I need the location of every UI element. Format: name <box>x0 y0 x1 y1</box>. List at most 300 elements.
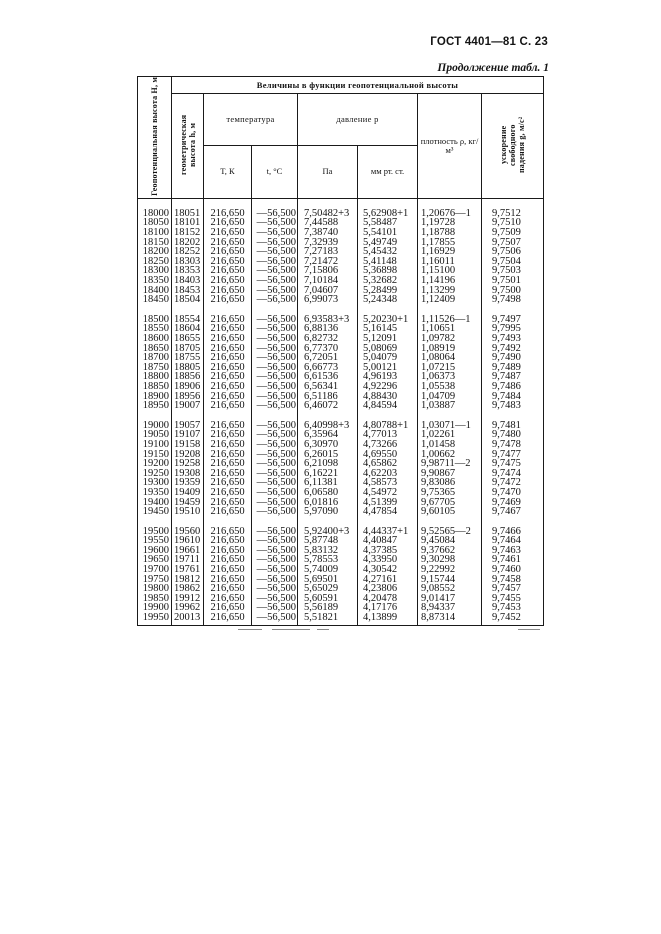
cell-gravity: 9,7492 <box>482 344 544 354</box>
table-row <box>138 440 544 450</box>
table-row <box>138 295 544 305</box>
cell-gravity: 9,7475 <box>482 459 544 469</box>
cell-gravity: 9,7486 <box>482 382 544 392</box>
cell-pressure-mmhg: 5,28499 <box>358 286 418 296</box>
cell-temperature-k: 216,650 <box>204 555 252 565</box>
table-row <box>138 603 544 613</box>
cell-pressure-pa: 7,04607 <box>298 286 358 296</box>
table-row <box>138 286 544 296</box>
cell-pressure-pa: 6,01816 <box>298 498 358 508</box>
header-geometric-height <box>172 94 204 199</box>
cell-geopotential-height: 19650 <box>138 555 172 565</box>
cell-temperature-k: 216,650 <box>204 372 252 382</box>
cell-geometric-height: 18604 <box>172 324 204 334</box>
cell-gravity: 9,7460 <box>482 565 544 575</box>
cell-temperature-c: —56,500 <box>252 228 298 238</box>
cell-pressure-pa: 6,66773 <box>298 363 358 373</box>
cell-pressure-mmhg: 4,33950 <box>358 555 418 565</box>
cell-geometric-height: 18152 <box>172 228 204 238</box>
cell-pressure-pa: 5,92400+3 <box>298 527 358 537</box>
scan-artifact-dash <box>317 629 329 630</box>
cell-pressure-pa: 6,16221 <box>298 469 358 479</box>
cell-temperature-c: —56,500 <box>252 276 298 286</box>
cell-pressure-mmhg: 5,58487 <box>358 218 418 228</box>
cell-geopotential-height: 19700 <box>138 565 172 575</box>
table-row <box>138 536 544 546</box>
table-row <box>138 575 544 585</box>
table-row <box>138 421 544 431</box>
cell-temperature-k: 216,650 <box>204 363 252 373</box>
spacer-cell <box>358 517 418 527</box>
cell-geometric-height: 19308 <box>172 469 204 479</box>
scan-artifact-dash <box>518 629 540 630</box>
cell-geometric-height: 18252 <box>172 247 204 257</box>
table-row <box>138 324 544 334</box>
bottom-cell <box>418 623 482 626</box>
cell-temperature-k: 216,650 <box>204 276 252 286</box>
table-row <box>138 198 544 218</box>
cell-geometric-height: 18956 <box>172 392 204 402</box>
cell-gravity: 9,7458 <box>482 575 544 585</box>
cell-geometric-height: 18353 <box>172 266 204 276</box>
cell-temperature-c: —56,500 <box>252 382 298 392</box>
cell-geometric-height: 18051 <box>172 198 204 218</box>
table-row <box>138 546 544 556</box>
cell-pressure-pa: 5,74009 <box>298 565 358 575</box>
cell-density: 1,12409 <box>418 295 482 305</box>
table-row <box>138 527 544 537</box>
cell-pressure-pa: 6,26015 <box>298 450 358 460</box>
header-gravity-text: ускорение свободного падения g, м/с² <box>499 116 526 174</box>
cell-temperature-c: —56,500 <box>252 507 298 517</box>
cell-geopotential-height: 18550 <box>138 324 172 334</box>
cell-pressure-pa: 6,82732 <box>298 334 358 344</box>
cell-geometric-height: 19409 <box>172 488 204 498</box>
bottom-cell <box>298 623 358 626</box>
cell-geopotential-height: 19850 <box>138 594 172 604</box>
cell-geopotential-height: 19100 <box>138 440 172 450</box>
cell-geometric-height: 18906 <box>172 382 204 392</box>
cell-temperature-k: 216,650 <box>204 507 252 517</box>
cell-gravity: 9,7464 <box>482 536 544 546</box>
table-row <box>138 478 544 488</box>
cell-geopotential-height: 18300 <box>138 266 172 276</box>
cell-geometric-height: 18403 <box>172 276 204 286</box>
spacer-cell <box>138 411 172 421</box>
cell-geopotential-height: 19600 <box>138 546 172 556</box>
cell-temperature-c: —56,500 <box>252 372 298 382</box>
cell-temperature-k: 216,650 <box>204 536 252 546</box>
cell-pressure-pa: 6,56341 <box>298 382 358 392</box>
cell-density: 9,45084 <box>418 536 482 546</box>
cell-density: 1,08064 <box>418 353 482 363</box>
cell-temperature-k: 216,650 <box>204 238 252 248</box>
cell-temperature-k: 216,650 <box>204 286 252 296</box>
cell-temperature-c: —56,500 <box>252 459 298 469</box>
cell-pressure-mmhg: 5,12091 <box>358 334 418 344</box>
table-row <box>138 363 544 373</box>
cell-geometric-height: 19208 <box>172 450 204 460</box>
table-row <box>138 430 544 440</box>
cell-pressure-mmhg: 5,54101 <box>358 228 418 238</box>
cell-temperature-c: —56,500 <box>252 344 298 354</box>
cell-gravity: 9,7457 <box>482 584 544 594</box>
table-row <box>138 507 544 517</box>
cell-density: 1,06373 <box>418 372 482 382</box>
table-row <box>138 247 544 257</box>
cell-geopotential-height: 19800 <box>138 584 172 594</box>
cell-temperature-c: —56,500 <box>252 401 298 411</box>
cell-density: 1,01458 <box>418 440 482 450</box>
cell-temperature-k: 216,650 <box>204 459 252 469</box>
cell-temperature-k: 216,650 <box>204 603 252 613</box>
cell-temperature-c: —56,500 <box>252 198 298 218</box>
cell-pressure-pa: 7,10184 <box>298 276 358 286</box>
bottom-cell <box>358 623 418 626</box>
cell-temperature-c: —56,500 <box>252 469 298 479</box>
cell-temperature-k: 216,650 <box>204 295 252 305</box>
cell-gravity: 9,7510 <box>482 218 544 228</box>
cell-temperature-c: —56,500 <box>252 498 298 508</box>
table-bottom-border <box>138 623 544 626</box>
cell-pressure-mmhg: 4,92296 <box>358 382 418 392</box>
cell-gravity: 9,7453 <box>482 603 544 613</box>
cell-geometric-height: 18805 <box>172 363 204 373</box>
cell-pressure-mmhg: 4,20478 <box>358 594 418 604</box>
cell-temperature-c: —56,500 <box>252 353 298 363</box>
cell-pressure-pa: 7,21472 <box>298 257 358 267</box>
cell-pressure-mmhg: 4,44337+1 <box>358 527 418 537</box>
cell-geometric-height: 19560 <box>172 527 204 537</box>
spacer-cell <box>204 411 252 421</box>
cell-density: 8,87314 <box>418 613 482 623</box>
table-row <box>138 450 544 460</box>
cell-pressure-mmhg: 5,41148 <box>358 257 418 267</box>
cell-pressure-mmhg: 5,32682 <box>358 276 418 286</box>
spacer-cell <box>482 517 544 527</box>
cell-temperature-k: 216,650 <box>204 257 252 267</box>
cell-pressure-pa: 5,65029 <box>298 584 358 594</box>
cell-temperature-k: 216,650 <box>204 401 252 411</box>
cell-geopotential-height: 19250 <box>138 469 172 479</box>
cell-pressure-mmhg: 5,04079 <box>358 353 418 363</box>
cell-density: 9,22992 <box>418 565 482 575</box>
table-row <box>138 257 544 267</box>
cell-pressure-pa: 5,69501 <box>298 575 358 585</box>
cell-density: 9,52565—2 <box>418 527 482 537</box>
cell-density: 9,83086 <box>418 478 482 488</box>
cell-density: 1,00662 <box>418 450 482 460</box>
table-row <box>138 266 544 276</box>
cell-pressure-mmhg: 4,23806 <box>358 584 418 594</box>
spacer-cell <box>418 517 482 527</box>
cell-pressure-mmhg: 5,49749 <box>358 238 418 248</box>
cell-density: 9,60105 <box>418 507 482 517</box>
spacer-cell <box>172 517 204 527</box>
cell-density: 1,19728 <box>418 218 482 228</box>
cell-density: 1,07215 <box>418 363 482 373</box>
cell-temperature-k: 216,650 <box>204 353 252 363</box>
table-row <box>138 613 544 623</box>
cell-gravity: 9,7507 <box>482 238 544 248</box>
cell-temperature-k: 216,650 <box>204 527 252 537</box>
table-row <box>138 276 544 286</box>
table-row <box>138 469 544 479</box>
cell-geopotential-height: 18400 <box>138 286 172 296</box>
cell-geometric-height: 18655 <box>172 334 204 344</box>
bottom-cell <box>138 623 172 626</box>
cell-geometric-height: 19007 <box>172 401 204 411</box>
cell-pressure-pa: 6,93583+3 <box>298 315 358 325</box>
cell-pressure-mmhg: 4,84594 <box>358 401 418 411</box>
cell-geometric-height: 18101 <box>172 218 204 228</box>
cell-pressure-mmhg: 5,00121 <box>358 363 418 373</box>
cell-geometric-height: 19761 <box>172 565 204 575</box>
cell-pressure-mmhg: 4,27161 <box>358 575 418 585</box>
cell-gravity: 9,7500 <box>482 286 544 296</box>
cell-geopotential-height: 18000 <box>138 198 172 218</box>
cell-density: 1,17855 <box>418 238 482 248</box>
table-continuation-label: Продолжение табл. 1 <box>437 62 549 74</box>
cell-temperature-c: —56,500 <box>252 238 298 248</box>
spacer-cell <box>252 411 298 421</box>
header-temperature: температура <box>204 94 298 146</box>
cell-gravity: 9,7506 <box>482 247 544 257</box>
cell-gravity: 9,7455 <box>482 594 544 604</box>
cell-temperature-c: —56,500 <box>252 286 298 296</box>
cell-pressure-pa: 5,83132 <box>298 546 358 556</box>
cell-geopotential-height: 19300 <box>138 478 172 488</box>
cell-temperature-c: —56,500 <box>252 575 298 585</box>
cell-gravity: 9,7466 <box>482 527 544 537</box>
cell-pressure-pa: 7,44588 <box>298 218 358 228</box>
spacer-cell <box>358 305 418 315</box>
cell-density: 1,03887 <box>418 401 482 411</box>
cell-temperature-k: 216,650 <box>204 469 252 479</box>
cell-temperature-k: 216,650 <box>204 613 252 623</box>
cell-pressure-mmhg: 4,30542 <box>358 565 418 575</box>
cell-pressure-pa: 6,35964 <box>298 430 358 440</box>
cell-temperature-k: 216,650 <box>204 565 252 575</box>
cell-temperature-c: —56,500 <box>252 440 298 450</box>
cell-geopotential-height: 18050 <box>138 218 172 228</box>
cell-geopotential-height: 18100 <box>138 228 172 238</box>
cell-temperature-c: —56,500 <box>252 488 298 498</box>
header-pressure-pa: Па <box>298 145 358 198</box>
cell-temperature-k: 216,650 <box>204 584 252 594</box>
cell-temperature-c: —56,500 <box>252 363 298 373</box>
spacer-cell <box>252 517 298 527</box>
cell-pressure-mmhg: 5,36898 <box>358 266 418 276</box>
cell-geometric-height: 19510 <box>172 507 204 517</box>
cell-pressure-mmhg: 5,62908+1 <box>358 198 418 218</box>
cell-geopotential-height: 19450 <box>138 507 172 517</box>
cell-temperature-c: —56,500 <box>252 478 298 488</box>
cell-density: 1,16011 <box>418 257 482 267</box>
cell-geometric-height: 18554 <box>172 315 204 325</box>
cell-geopotential-height: 18500 <box>138 315 172 325</box>
cell-temperature-c: —56,500 <box>252 324 298 334</box>
cell-geopotential-height: 19500 <box>138 527 172 537</box>
cell-density: 1,15100 <box>418 266 482 276</box>
cell-geopotential-height: 19750 <box>138 575 172 585</box>
cell-temperature-c: —56,500 <box>252 555 298 565</box>
cell-temperature-k: 216,650 <box>204 575 252 585</box>
table-row <box>138 218 544 228</box>
cell-density: 1,13299 <box>418 286 482 296</box>
cell-pressure-mmhg: 5,24348 <box>358 295 418 305</box>
cell-temperature-c: —56,500 <box>252 584 298 594</box>
bottom-cell <box>204 623 252 626</box>
cell-temperature-k: 216,650 <box>204 440 252 450</box>
table-row <box>138 488 544 498</box>
cell-geometric-height: 19107 <box>172 430 204 440</box>
cell-pressure-pa: 7,27183 <box>298 247 358 257</box>
header-geopotential-height <box>138 77 172 199</box>
cell-density: 1,18788 <box>418 228 482 238</box>
cell-gravity: 9,7480 <box>482 430 544 440</box>
cell-density: 9,98711—2 <box>418 459 482 469</box>
table-body <box>138 198 544 625</box>
cell-temperature-k: 216,650 <box>204 218 252 228</box>
cell-geopotential-height: 19550 <box>138 536 172 546</box>
spacer-cell <box>298 517 358 527</box>
spacer-cell <box>252 305 298 315</box>
scan-artifact-dash <box>238 629 262 630</box>
cell-pressure-pa: 6,72051 <box>298 353 358 363</box>
page-header: ГОСТ 4401—81 С. 23 <box>430 36 548 48</box>
spacer-cell <box>418 411 482 421</box>
group-spacer <box>138 305 544 315</box>
cell-temperature-c: —56,500 <box>252 613 298 623</box>
cell-gravity: 9,7470 <box>482 488 544 498</box>
cell-gravity: 9,7489 <box>482 363 544 373</box>
cell-temperature-k: 216,650 <box>204 382 252 392</box>
spacer-cell <box>418 305 482 315</box>
cell-pressure-mmhg: 4,96193 <box>358 372 418 382</box>
cell-pressure-pa: 6,51186 <box>298 392 358 402</box>
standard-atmosphere-table <box>137 76 544 626</box>
cell-temperature-k: 216,650 <box>204 344 252 354</box>
header-pressure-mmhg: мм рт. ст. <box>358 145 418 198</box>
cell-temperature-c: —56,500 <box>252 430 298 440</box>
table-row <box>138 382 544 392</box>
cell-density: 1,10651 <box>418 324 482 334</box>
cell-pressure-mmhg: 5,45432 <box>358 247 418 257</box>
cell-gravity: 9,7461 <box>482 555 544 565</box>
cell-pressure-mmhg: 4,37385 <box>358 546 418 556</box>
cell-geometric-height: 18856 <box>172 372 204 382</box>
cell-pressure-mmhg: 4,88430 <box>358 392 418 402</box>
cell-gravity: 9,7484 <box>482 392 544 402</box>
cell-geopotential-height: 18150 <box>138 238 172 248</box>
cell-temperature-c: —56,500 <box>252 603 298 613</box>
cell-pressure-pa: 7,15806 <box>298 266 358 276</box>
table-row <box>138 565 544 575</box>
cell-pressure-mmhg: 4,77013 <box>358 430 418 440</box>
cell-pressure-pa: 5,87748 <box>298 536 358 546</box>
cell-temperature-k: 216,650 <box>204 334 252 344</box>
cell-geometric-height: 20013 <box>172 613 204 623</box>
cell-temperature-c: —56,500 <box>252 218 298 228</box>
cell-pressure-pa: 5,51821 <box>298 613 358 623</box>
cell-geometric-height: 19912 <box>172 594 204 604</box>
group-spacer <box>138 411 544 421</box>
cell-temperature-c: —56,500 <box>252 266 298 276</box>
cell-gravity: 9,7498 <box>482 295 544 305</box>
cell-temperature-k: 216,650 <box>204 594 252 604</box>
cell-pressure-pa: 6,99073 <box>298 295 358 305</box>
cell-temperature-c: —56,500 <box>252 450 298 460</box>
cell-density: 9,67705 <box>418 498 482 508</box>
cell-geopotential-height: 19900 <box>138 603 172 613</box>
cell-geopotential-height: 18800 <box>138 372 172 382</box>
spacer-cell <box>138 305 172 315</box>
cell-density: 9,90867 <box>418 469 482 479</box>
cell-gravity: 9,7483 <box>482 401 544 411</box>
cell-geopotential-height: 18700 <box>138 353 172 363</box>
cell-pressure-mmhg: 5,20230+1 <box>358 315 418 325</box>
cell-gravity: 9,7497 <box>482 315 544 325</box>
table-row <box>138 584 544 594</box>
cell-geometric-height: 19158 <box>172 440 204 450</box>
header-functions-title: Величины в функции геопотенциальной высоты <box>172 77 544 94</box>
bottom-cell <box>482 623 544 626</box>
cell-pressure-mmhg: 4,51399 <box>358 498 418 508</box>
spacer-cell <box>298 411 358 421</box>
cell-pressure-pa: 6,46072 <box>298 401 358 411</box>
table-row <box>138 315 544 325</box>
spacer-cell <box>358 411 418 421</box>
table-row <box>138 555 544 565</box>
cell-geopotential-height: 19950 <box>138 613 172 623</box>
cell-geometric-height: 19812 <box>172 575 204 585</box>
table-row <box>138 344 544 354</box>
cell-geometric-height: 19459 <box>172 498 204 508</box>
table-row <box>138 238 544 248</box>
cell-pressure-pa: 6,06580 <box>298 488 358 498</box>
table-row <box>138 459 544 469</box>
cell-density: 9,30298 <box>418 555 482 565</box>
bottom-cell <box>252 623 298 626</box>
cell-pressure-mmhg: 4,58573 <box>358 478 418 488</box>
header-temp-kelvin: T, К <box>204 145 252 198</box>
cell-temperature-k: 216,650 <box>204 488 252 498</box>
cell-geometric-height: 19359 <box>172 478 204 488</box>
spacer-cell <box>204 517 252 527</box>
header-temp-celsius: t, °С <box>252 145 298 198</box>
cell-pressure-pa: 5,78553 <box>298 555 358 565</box>
cell-geopotential-height: 18750 <box>138 363 172 373</box>
cell-geopotential-height: 18450 <box>138 295 172 305</box>
cell-pressure-pa: 5,97090 <box>298 507 358 517</box>
cell-temperature-c: —56,500 <box>252 421 298 431</box>
cell-geometric-height: 18705 <box>172 344 204 354</box>
cell-geopotential-height: 18650 <box>138 344 172 354</box>
cell-temperature-c: —56,500 <box>252 315 298 325</box>
cell-geometric-height: 18303 <box>172 257 204 267</box>
cell-pressure-pa: 6,88136 <box>298 324 358 334</box>
spacer-cell <box>482 411 544 421</box>
cell-gravity: 9,7477 <box>482 450 544 460</box>
cell-gravity: 9,7472 <box>482 478 544 488</box>
scan-artifact-dash <box>272 629 310 630</box>
cell-geometric-height: 19610 <box>172 536 204 546</box>
cell-pressure-pa: 6,30970 <box>298 440 358 450</box>
cell-temperature-c: —56,500 <box>252 546 298 556</box>
cell-temperature-k: 216,650 <box>204 421 252 431</box>
cell-temperature-k: 216,650 <box>204 478 252 488</box>
